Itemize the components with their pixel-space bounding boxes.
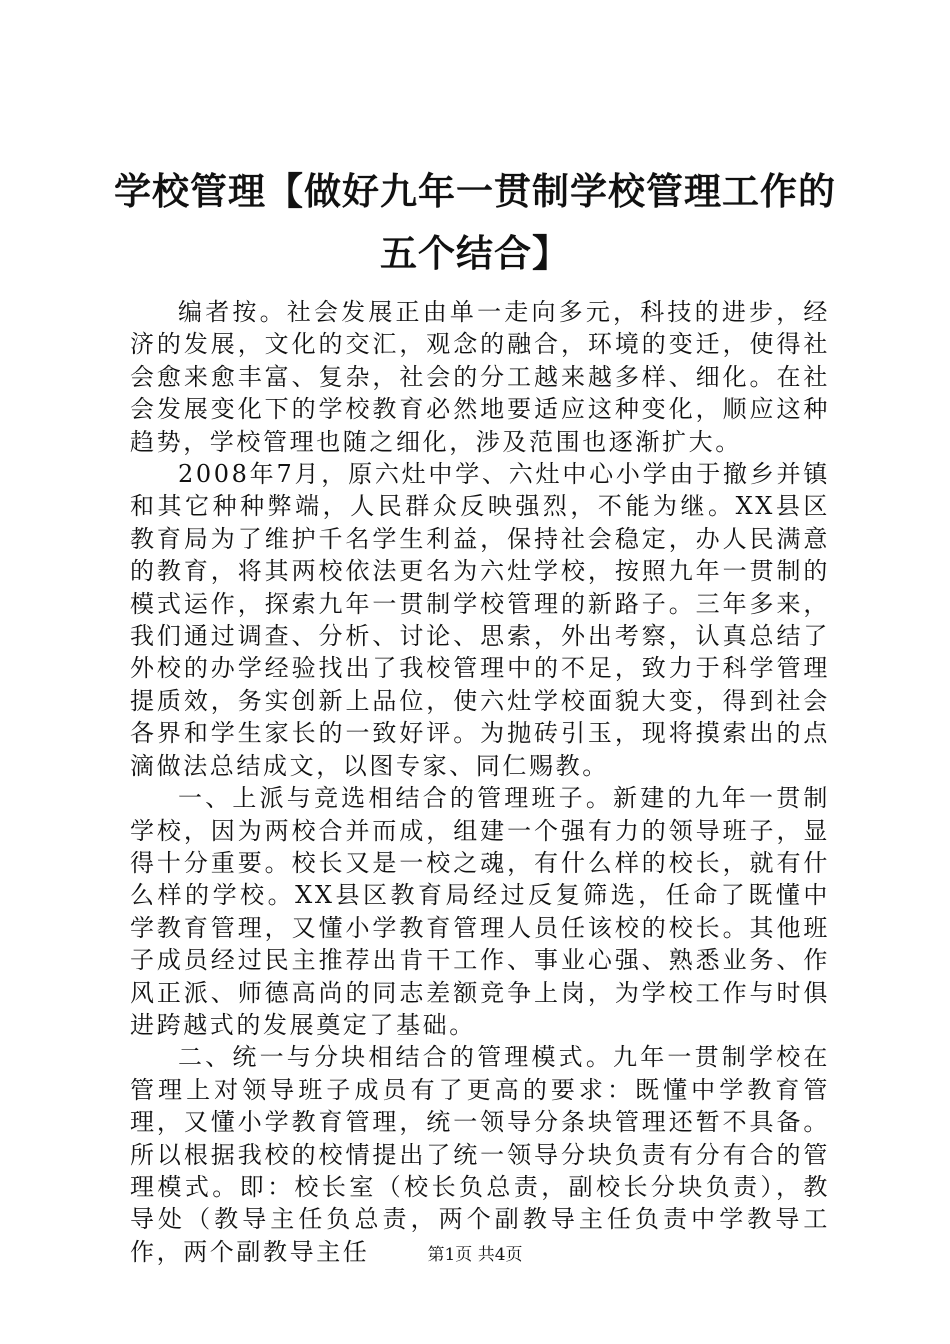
paragraph-section-one: 一、上派与竞选相结合的管理班子。新建的九年一贯制学校，因为两校合并而成，组建一个强有力的领导班子，显得十分重要。校长又是一校之魂，有什么样的校长，就有什么样的学校。XX县区教育局经过反复筛选，任命了既懂中学教育管理，又懂小学教育管理人员任该校的校长。其他班子成员经过民主推荐出肯干工作、事业心强、熟悉业务、作风正派、师德高尚的同志差额竞争上岗，为学校工作与时俱进跨越式的发展奠定了基础。 [130, 784, 830, 1039]
paragraph-background: 2008年7月，原六灶中学、六灶中心小学由于撤乡并镇和其它种种弊端，人民群众反映强烈，不能为继。XX县区教育局为了维护千名学生利益，保持社会稳定，办人民满意的教育，将其两校依法更名为六灶学校，按照九年一贯制的模式运作，探索九年一贯制学校管理的新路子。三年多来，我们通过调查、分析、讨论、思索，外出考察，认真总结了外校的办学经验找出了我校管理中的不足，致力于科学管理提质效，务实创新上品位，使六灶学校面貌大变，得到社会各界和学生家长的一致好评。为抛砖引玉，现将摸索出的点滴做法总结成文，以图专家、同仁赐教。 [130, 460, 830, 780]
document-title: 学校管理【做好九年一贯制学校管理工作的五个结合】 [114, 169, 836, 275]
page-number-footer: 第1页 共4页 [427, 1245, 523, 1265]
paragraph-section-two: 二、统一与分块相结合的管理模式。九年一贯制学校在管理上对领导班子成员有了更高的要求：既懂中学教育管理，又懂小学教育管理，统一领导分条块管理还暂不具备。所以根据我校的校情提出了统一领导分块负责有分有合的管理模式。即：校长室（校长负总责，副校长分块负责），教导处（教导主任负总责，两个副教导主任负责中学教导工作，两个副教导主任 [130, 1043, 830, 1266]
paragraph-editor-note: 编者按。社会发展正由单一走向多元，科技的进步，经济的发展，文化的交汇，观念的融合，环境的变迁，使得社会愈来愈丰富、复杂，社会的分工越来越多样、细化。在社会发展变化下的学校教育必然地要适应这种变化，顺应这种趋势，学校管理也随之细化，涉及范围也逐渐扩大。 [130, 298, 830, 456]
document-body [130, 296, 830, 1268]
